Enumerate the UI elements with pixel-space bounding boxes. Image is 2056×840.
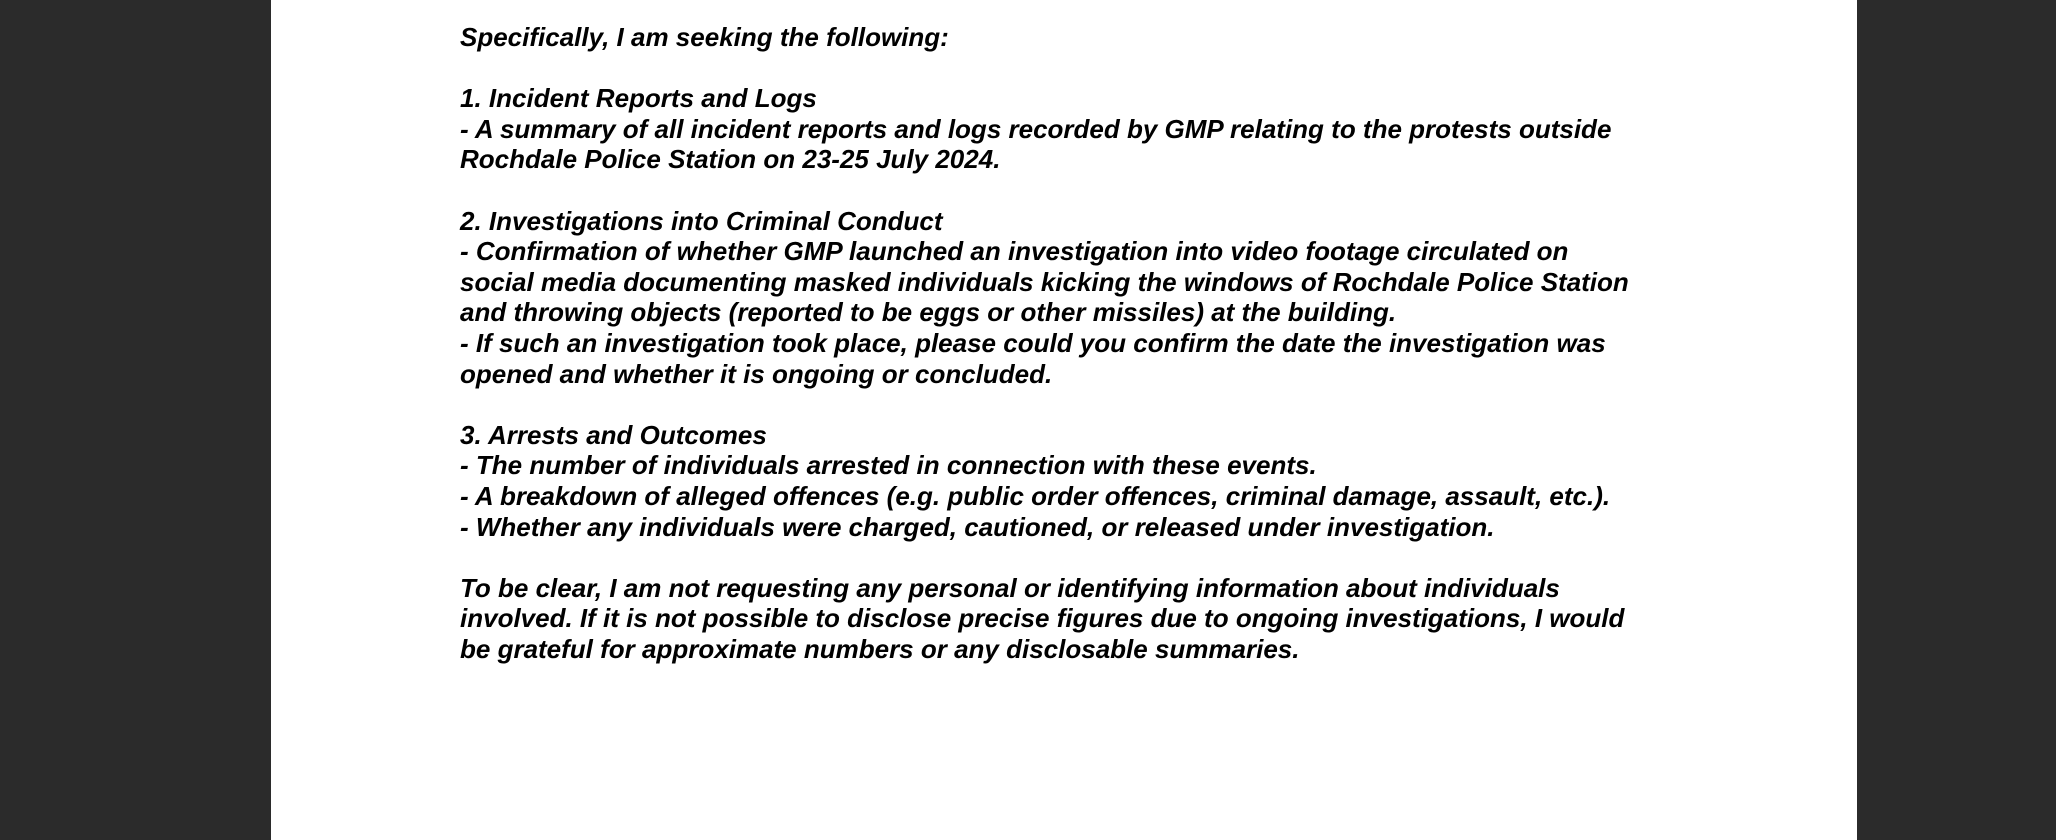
closing-line: involved. If it is not possible to disclose precise figures due to ongoing investigations, I would [460, 603, 1625, 634]
section-line: opened and whether it is ongoing or concluded. [460, 358, 1053, 389]
paragraph-gap [460, 175, 1700, 206]
section-line: - If such an investigation took place, please could you confirm the date the investigation was [460, 327, 1606, 358]
section-line: - A breakdown of alleged offences (e.g. public order offences, criminal damage, assault, etc.). [460, 480, 1611, 511]
section-line: - The number of individuals arrested in connection with these events. [460, 450, 1317, 481]
document-page [271, 0, 1857, 840]
page-content [460, 22, 1700, 664]
section-line: Rochdale Police Station on 23-25 July 2024. [460, 144, 1001, 175]
section-line: - A summary of all incident reports and logs recorded by GMP relating to the protests outside [460, 113, 1612, 144]
section-line: and throwing objects (reported to be eggs or other missiles) at the building. [460, 297, 1397, 328]
paragraph-gap [460, 53, 1700, 84]
closing-line: be grateful for approximate numbers or any disclosable summaries. [460, 633, 1300, 664]
section-heading: 3. Arrests and Outcomes [460, 419, 767, 450]
section-line: social media documenting masked individuals kicking the windows of Rochdale Police Station [460, 266, 1629, 297]
section-heading: 1. Incident Reports and Logs [460, 83, 817, 114]
section-line: - Whether any individuals were charged, cautioned, or released under investigation. [460, 511, 1495, 542]
closing-line: To be clear, I am not requesting any personal or identifying information about individuals [460, 572, 1560, 603]
paragraph-gap [460, 389, 1700, 420]
section-heading: 2. Investigations into Criminal Conduct [460, 205, 943, 236]
intro-text: Specifically, I am seeking the following: [460, 22, 949, 52]
paragraph-gap [460, 542, 1700, 573]
section-line: - Confirmation of whether GMP launched an investigation into video footage circulated on [460, 236, 1569, 267]
